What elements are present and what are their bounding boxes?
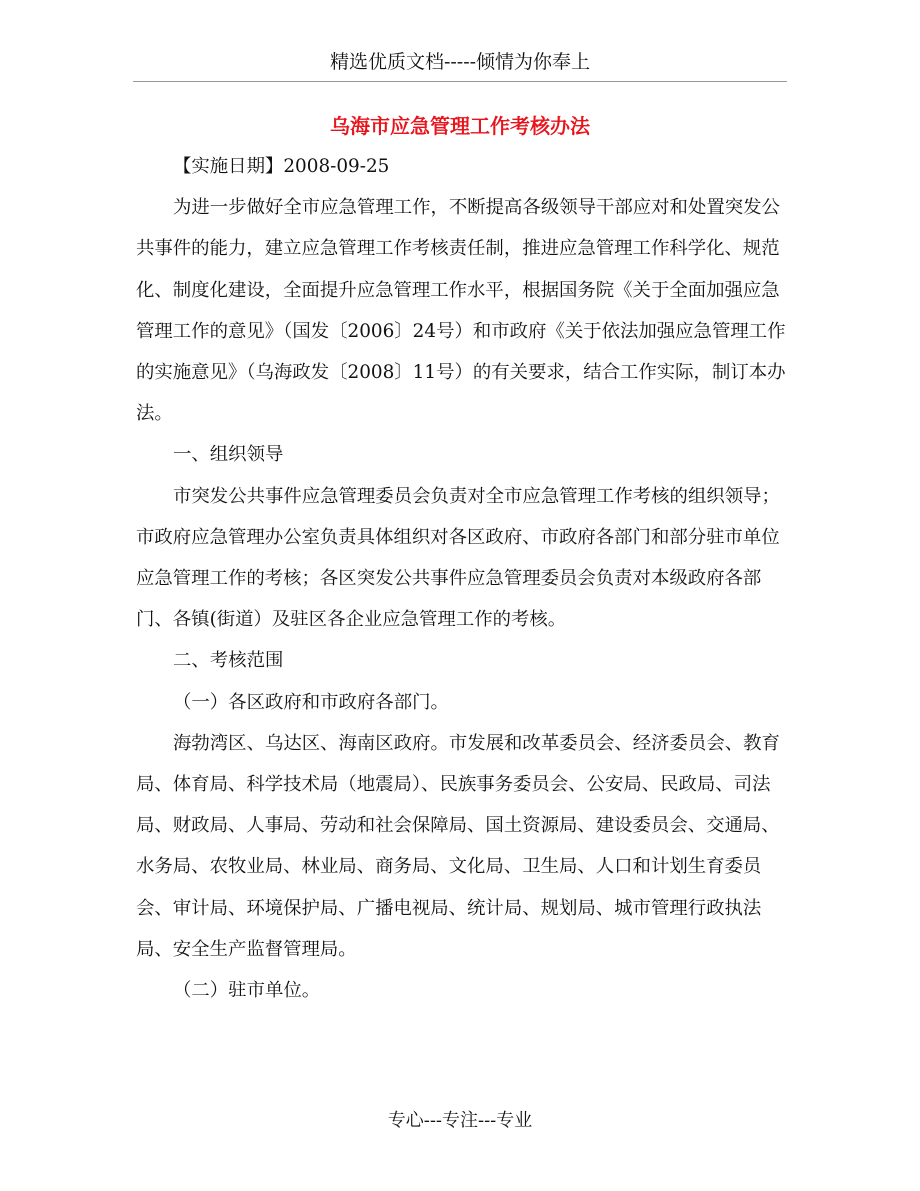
section-heading-scope: 二、考核范围 (173, 650, 284, 672)
page-header: 精选优质文档-----倾情为你奉上 (329, 51, 591, 73)
paragraph-organization: 市突发公共事件应急管理委员会负责对全市应急管理工作考核的组织领导；市政府应急管理办公室负责具体组织对各区政府、市政府各部门和部分驻市单位应急管理工作的考核；各区突发公共事件应急管理委员会负责对本级政府各部门、各镇(街道）及驻区各企业应急管理工作的考核。 (136, 485, 780, 631)
effective-date: 【实施日期】2008-09-25 (173, 156, 390, 177)
header-divider (133, 81, 787, 82)
subsection-heading-1: （一）各区政府和市政府各部门。 (173, 691, 449, 713)
document-title: 乌海市应急管理工作考核办法 (330, 114, 590, 138)
paragraph-intro: 为进一步做好全市应急管理工作，不断提高各级领导干部应对和处置突发公共事件的能力，建立应急管理工作考核责任制，推进应急管理工作科学化、规范化、制度化建设，全面提升应急管理工作水平，根据国务院《关于全面加强应急管理工作的意见》（国发〔2006〕24号）和市政府《关于依法加强应急管理工作的实施意见》（乌海政发〔2008〕11号）的有关要求，结合工作实际，制订本办法。 (136, 197, 786, 425)
page-footer: 专心---专注---专业 (387, 1110, 533, 1131)
paragraph-department-list: 海勃湾区、乌达区、海南区政府。市发展和改革委员会、经济委员会、教育局、体育局、科学技术局（地震局）、民族事务委员会、公安局、民政局、司法局、财政局、人事局、劳动和社会保障局、国土资源局、建设委员会、交通局、水务局、农牧业局、林业局、商务局、文化局、卫生局、人口和计划生育委员会、审计局、环境保护局、广播电视局、统计局、规划局、城市管理行政执法局、安全生产监督管理局。 (136, 732, 780, 960)
subsection-heading-2: （二）驻市单位。 (173, 980, 321, 1002)
section-heading-organization: 一、组织领导 (173, 444, 284, 466)
document-body (136, 146, 786, 1011)
